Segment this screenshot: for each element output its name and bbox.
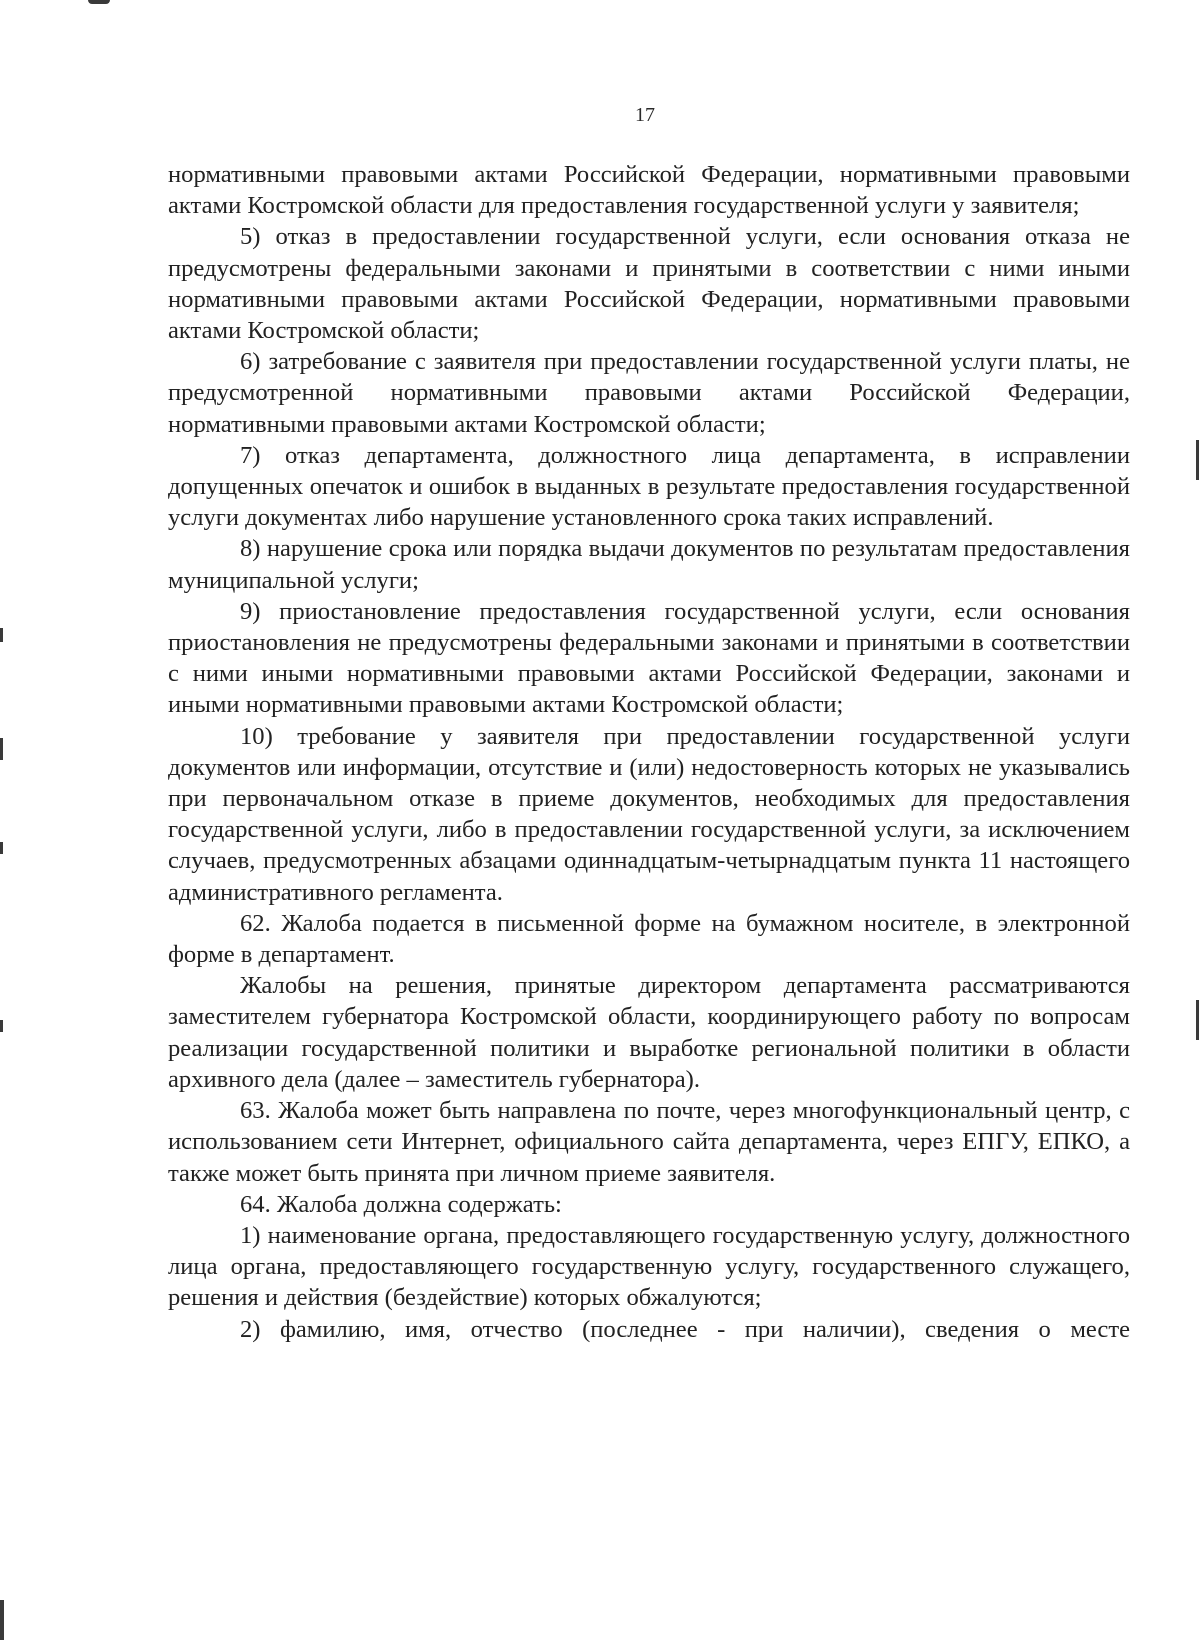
paragraph-item-6: 6) затребование с заявителя при предоставлении государственной услуги платы, не предусмотренной нормативными правовыми актами Российской Федерации, нормативными правовыми актами Костромской области; <box>168 348 1130 438</box>
scan-artifact-right-edge-1 <box>1196 440 1199 480</box>
paragraph-63: 63. Жалоба может быть направлена по почте, через многофункциональный центр, с использованием сети Интернет, официального сайта департамента, через ЕПГУ, ЕПКО, а также может быть принята при личном приеме заявителя. <box>168 1097 1130 1187</box>
document-body <box>168 159 1130 1345</box>
scan-artifact-left-edge-3 <box>0 842 3 854</box>
paragraph-item-5: 5) отказ в предоставлении государственной услуги, если основания отказа не предусмотрены федеральными законами и принятыми в соответствии с ними иными нормативными правовыми актами Российской Федерации, нормативными правовыми актами Костромской области; <box>168 223 1130 345</box>
paragraph-item-9: 9) приостановление предоставления государственной услуги, если основания приостановления не предусмотрены федеральными законами и принятыми в соответствии с ними иными нормативными правовыми актами Российской Федерации, законами и иными нормативными правовыми актами Костромской области; <box>168 597 1130 719</box>
scan-artifact-top-left <box>88 0 110 4</box>
paragraph-item-10: 10) требование у заявителя при предоставлении государственной услуги документов или информации, отсутствие и (или) недостоверность которых не указывались при первоначальном отказе в приеме документов, необходимых для предоставления государственной услуги, либо в предоставлении государственной услуги, за исключением случаев, предусмотренных абзацами одиннадцатым-четырнадцатым пункта 11 настоящего административного регламента. <box>168 722 1130 906</box>
paragraph-continuation: нормативными правовыми актами Российской Федерации, нормативными правовыми актами Костромской области для предоставления государственной услуги у заявителя; <box>168 161 1130 220</box>
scan-artifact-left-edge-2 <box>0 738 3 760</box>
paragraph-62: 62. Жалоба подается в письменной форме на бумажном носителе, в электронной форме в департамент. <box>168 909 1130 969</box>
scan-artifact-right-edge-2 <box>1196 1000 1199 1040</box>
scan-artifact-left-edge-4 <box>0 1020 3 1032</box>
scan-artifact-left-edge-1 <box>0 628 3 642</box>
paragraph-64-item-1: 1) наименование органа, предоставляющего государственную услугу, должностного лица органа, предоставляющего государственную услугу, государственного служащего, решения и действия (бездействие) которых обжалуются; <box>168 1221 1130 1312</box>
paragraph-item-7: 7) отказ департамента, должностного лица департамента, в исправлении допущенных опечаток и ошибок в выданных в результате предоставления государственной услуги документах либо нарушение установленного срока таких исправлений. <box>168 441 1130 532</box>
page-number: 17 <box>635 104 655 126</box>
scan-artifact-left-edge-5 <box>0 1600 4 1640</box>
paragraph-item-8: 8) нарушение срока или порядка выдачи документов по результатам предоставления муниципальной услуги; <box>168 535 1130 594</box>
paragraph-64-item-2: 2) фамилию, имя, отчество (последнее - при наличии), сведения о месте <box>240 1315 1130 1343</box>
paragraph-complaints-review: Жалобы на решения, принятые директором департамента рассматриваются заместителем губернатора Костромской области, координирующего работу по вопросам реализации государственной политики и выработке региональной политики в области архивного дела (далее – заместитель губернатора). <box>168 972 1130 1093</box>
paragraph-64: 64. Жалоба должна содержать: <box>240 1190 562 1218</box>
